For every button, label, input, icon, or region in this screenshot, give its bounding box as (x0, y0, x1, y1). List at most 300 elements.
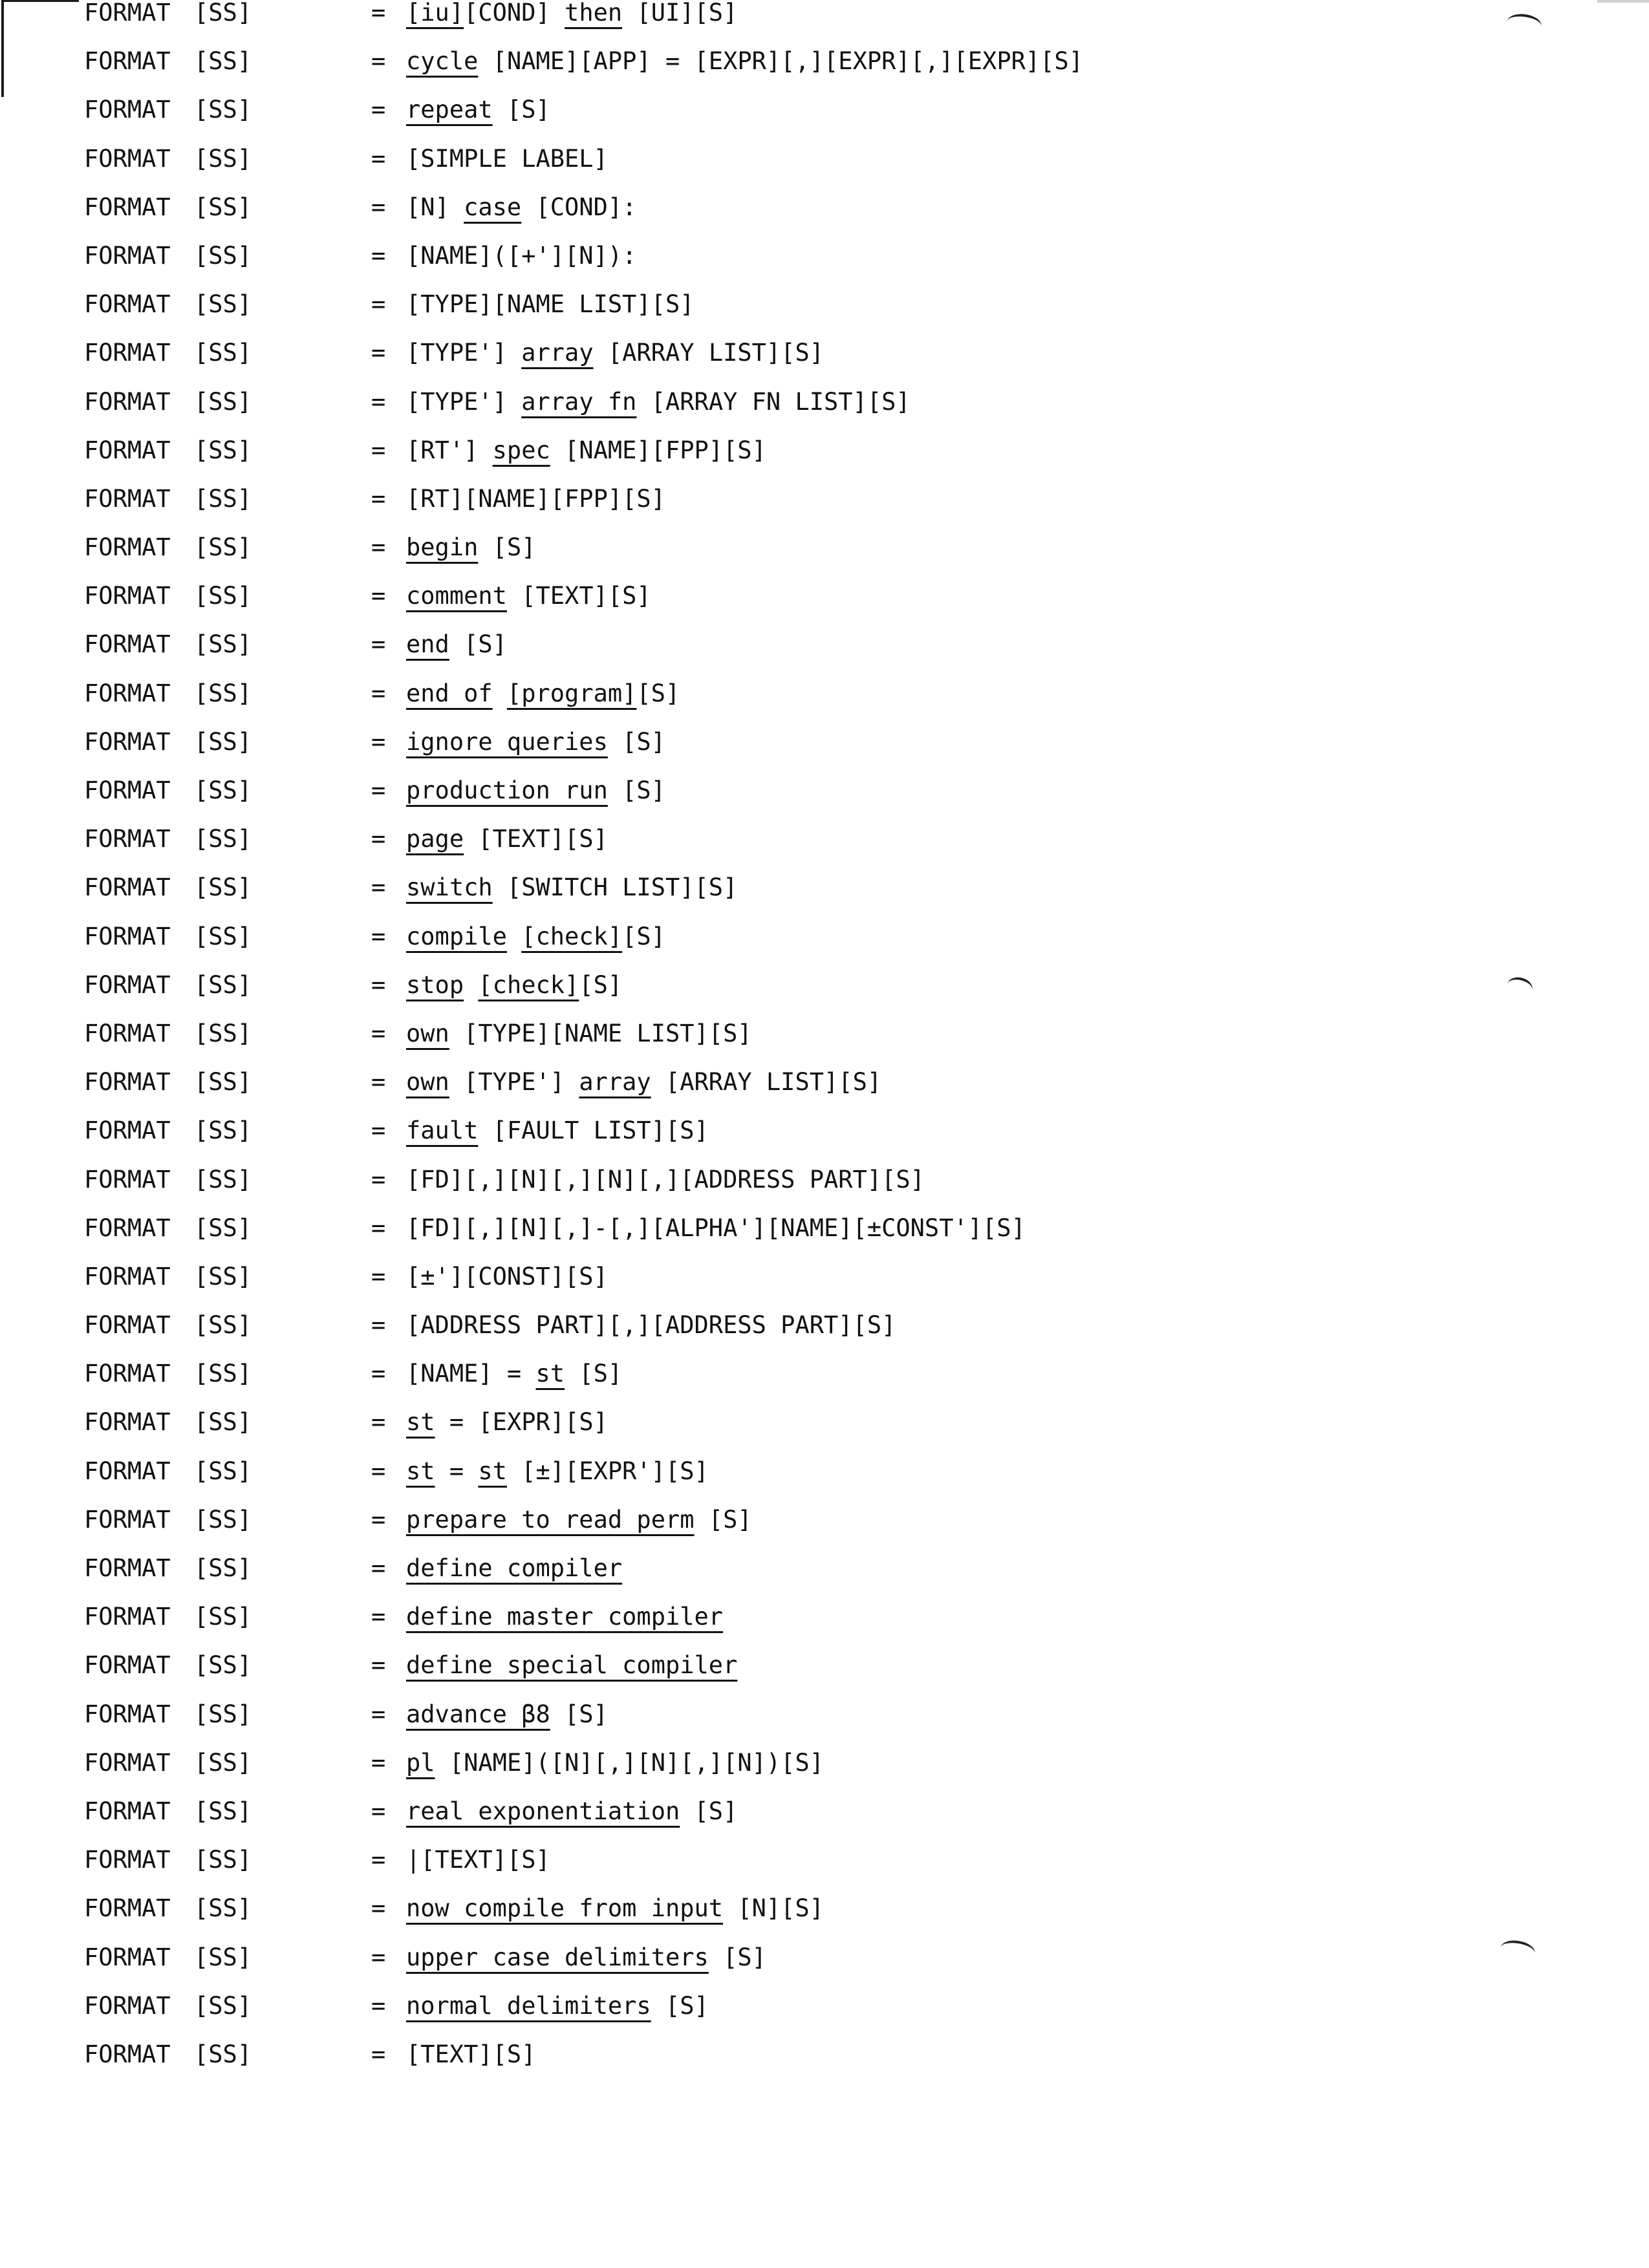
equals-sign: = (371, 1894, 386, 1923)
format-keyword: FORMAT (84, 1068, 171, 1097)
format-keyword: FORMAT (84, 0, 171, 27)
format-param: [SS] (194, 873, 252, 902)
format-definition (406, 1690, 608, 1738)
definition-text: [TYPE'] (406, 387, 522, 416)
definition-text: [NAME]([N][,][N][,][N])[S] (435, 1748, 824, 1777)
format-definition (406, 1058, 881, 1106)
definition-text: [TEXT][S] (406, 2040, 536, 2068)
format-keyword: FORMAT (84, 2040, 171, 2068)
format-keyword: FORMAT (84, 1457, 171, 1485)
format-definition (406, 1447, 709, 1495)
format-line (84, 231, 1507, 280)
format-param: [SS] (194, 241, 252, 270)
underlined-keyword: [check] (521, 922, 623, 950)
format-line (84, 1592, 1507, 1641)
definition-text: [SIMPLE LABEL] (406, 144, 608, 173)
format-definition (406, 1495, 752, 1544)
format-param: [SS] (194, 193, 252, 221)
format-definition (406, 475, 665, 523)
format-line (84, 863, 1507, 912)
underlined-keyword: advance β8 (406, 1700, 550, 1728)
equals-sign: = (371, 1651, 386, 1680)
format-param: [SS] (194, 1894, 252, 1923)
format-definition (406, 0, 737, 37)
format-line (84, 1106, 1507, 1155)
underlined-keyword: spec (492, 436, 550, 464)
equals-sign: = (371, 1943, 386, 1971)
format-keyword: FORMAT (84, 970, 171, 999)
format-definition (406, 37, 1083, 85)
format-definition (406, 328, 824, 377)
underlined-keyword: st (535, 1360, 565, 1388)
format-definition (406, 85, 550, 134)
definition-text: = [EXPR][S] (435, 1408, 608, 1437)
underlined-keyword: repeat (406, 96, 493, 124)
format-keyword: FORMAT (84, 1797, 171, 1825)
format-keyword: FORMAT (84, 1117, 171, 1145)
definition-text: [TEXT][S] (464, 825, 608, 853)
underlined-keyword: [check] (478, 970, 579, 999)
definition-text: [NAME] = (406, 1360, 536, 1388)
equals-sign: = (371, 1019, 386, 1047)
definition-text: [COND] (464, 0, 565, 27)
format-keyword: FORMAT (84, 1019, 171, 1047)
equals-sign: = (371, 47, 386, 76)
equals-sign: = (371, 290, 386, 319)
underlined-keyword: array (579, 1068, 651, 1097)
equals-sign: = (371, 144, 386, 173)
equals-sign: = (371, 1068, 386, 1097)
definition-text: [N][S] (723, 1894, 824, 1923)
format-listing (84, 0, 1507, 2079)
format-param: [SS] (194, 0, 252, 27)
format-param: [SS] (194, 1165, 252, 1193)
format-param: [SS] (194, 144, 252, 173)
equals-sign: = (371, 1165, 386, 1193)
format-definition (406, 912, 665, 961)
format-param: [SS] (194, 970, 252, 999)
format-param: [SS] (194, 1311, 252, 1340)
format-param: [SS] (194, 1651, 252, 1680)
underlined-keyword: upper case delimiters (406, 1943, 709, 1971)
definition-text: [FD][,][N][,]-[,][ALPHA'][NAME][±CONST'][S] (406, 1214, 1026, 1242)
equals-sign: = (371, 825, 386, 853)
format-definition (406, 620, 507, 669)
underlined-keyword: array fn (521, 387, 637, 416)
format-definition (406, 863, 737, 912)
definition-text (464, 971, 478, 999)
format-param: [SS] (194, 1797, 252, 1825)
format-param: [SS] (194, 825, 252, 853)
underlined-keyword: cycle (406, 47, 479, 76)
format-keyword: FORMAT (84, 1748, 171, 1777)
equals-sign: = (371, 1505, 386, 1534)
definition-text: [S] (607, 776, 665, 804)
definition-text: [S] (636, 679, 680, 707)
format-line (84, 0, 1507, 37)
definition-text: [TYPE][NAME LIST][S] (406, 290, 695, 319)
format-definition (406, 2030, 535, 2079)
format-param: [SS] (194, 533, 252, 562)
underlined-keyword: define compiler (406, 1554, 623, 1582)
format-definition (406, 1398, 608, 1446)
equals-sign: = (371, 582, 386, 610)
underlined-keyword: production run (406, 776, 608, 804)
format-keyword: FORMAT (84, 241, 171, 270)
format-param: [SS] (194, 1505, 252, 1534)
format-keyword: FORMAT (84, 825, 171, 853)
format-param: [SS] (194, 436, 252, 464)
format-param: [SS] (194, 922, 252, 950)
equals-sign: = (371, 1554, 386, 1582)
format-definition (406, 1738, 824, 1787)
format-line (84, 1058, 1507, 1106)
definition-text: [TEXT][S] (506, 582, 651, 610)
format-definition (406, 1787, 737, 1835)
definition-text: [±][EXPR'][S] (506, 1457, 709, 1485)
equals-sign: = (371, 1360, 386, 1388)
format-param: [SS] (194, 2040, 252, 2068)
format-keyword: FORMAT (84, 776, 171, 804)
format-keyword: FORMAT (84, 339, 171, 367)
format-definition (406, 1204, 1026, 1252)
equals-sign: = (371, 1797, 386, 1825)
equals-sign: = (371, 873, 386, 902)
format-definition (406, 426, 766, 475)
format-keyword: FORMAT (84, 1360, 171, 1388)
underlined-keyword: end of (406, 679, 493, 707)
equals-sign: = (371, 0, 386, 27)
format-keyword: FORMAT (84, 484, 171, 513)
underlined-keyword: begin (406, 533, 479, 562)
format-line (84, 1495, 1507, 1544)
format-param: [SS] (194, 1846, 252, 1874)
format-line (84, 37, 1507, 85)
definition-text: [S] (565, 1360, 623, 1388)
definition-text: [S] (622, 922, 665, 950)
format-param: [SS] (194, 1214, 252, 1242)
scan-mark (1505, 12, 1543, 36)
definition-text: [S] (478, 533, 536, 562)
equals-sign: = (371, 436, 386, 464)
underlined-keyword: [iu] (406, 0, 464, 27)
format-param: [SS] (194, 1408, 252, 1437)
equals-sign: = (371, 1700, 386, 1728)
format-keyword: FORMAT (84, 1311, 171, 1340)
format-keyword: FORMAT (84, 436, 171, 464)
format-keyword: FORMAT (84, 144, 171, 173)
underlined-keyword: compile (406, 922, 507, 950)
definition-text: [NAME][APP] = [EXPR][,][EXPR][,][EXPR][S] (478, 47, 1083, 76)
format-line (84, 1204, 1507, 1252)
definition-text: [S] (550, 1700, 608, 1728)
format-param: [SS] (194, 290, 252, 319)
format-definition (406, 815, 608, 863)
definition-text: [FAULT LIST][S] (478, 1117, 709, 1145)
definition-text: [S] (607, 727, 665, 756)
format-line (84, 1252, 1507, 1301)
underlined-keyword: page (406, 825, 464, 853)
format-line (84, 1544, 1507, 1592)
format-line (84, 475, 1507, 523)
format-definition (406, 1252, 608, 1301)
definition-text: [RT'] (406, 436, 493, 464)
format-line (84, 1982, 1507, 2030)
format-param: [SS] (194, 1068, 252, 1097)
format-line (84, 766, 1507, 815)
format-param: [SS] (194, 679, 252, 707)
format-keyword: FORMAT (84, 47, 171, 76)
scan-mark (1505, 975, 1535, 1000)
definition-text: [TYPE][NAME LIST][S] (449, 1019, 752, 1047)
format-line (84, 1447, 1507, 1495)
format-param: [SS] (194, 630, 252, 659)
format-definition (406, 1155, 925, 1204)
format-line (84, 183, 1507, 231)
definition-text: [NAME][FPP][S] (550, 436, 766, 464)
definition-text: [S] (449, 630, 507, 659)
format-param: [SS] (194, 1943, 252, 1971)
definition-text: [ADDRESS PART][,][ADDRESS PART][S] (406, 1311, 896, 1340)
format-line (84, 1349, 1507, 1398)
format-param: [SS] (194, 1991, 252, 2020)
format-param: [SS] (194, 387, 252, 416)
format-keyword: FORMAT (84, 630, 171, 659)
format-line (84, 1009, 1507, 1058)
format-line (84, 1787, 1507, 1835)
underlined-keyword: st (406, 1457, 435, 1485)
equals-sign: = (371, 339, 386, 367)
format-keyword: FORMAT (84, 1554, 171, 1582)
underlined-keyword: define master compiler (406, 1603, 724, 1631)
equals-sign: = (371, 1748, 386, 1777)
format-line (84, 1398, 1507, 1446)
format-definition (406, 1982, 709, 2030)
equals-sign: = (371, 1408, 386, 1437)
format-param: [SS] (194, 1748, 252, 1777)
underlined-keyword: stop (406, 970, 464, 999)
format-keyword: FORMAT (84, 679, 171, 707)
definition-text: [ARRAY LIST][S] (651, 1068, 882, 1097)
equals-sign: = (371, 387, 386, 416)
format-definition (406, 718, 665, 766)
format-definition (406, 523, 536, 572)
definition-text: [COND]: (521, 193, 637, 221)
equals-sign: = (371, 241, 386, 270)
format-line (84, 718, 1507, 766)
format-line (84, 669, 1507, 718)
format-definition (406, 1301, 896, 1349)
definition-text: [ARRAY LIST][S] (593, 339, 824, 367)
format-keyword: FORMAT (84, 1165, 171, 1193)
page-edge-line (1597, 0, 1649, 3)
format-definition (406, 280, 695, 328)
format-definition (406, 1884, 824, 1932)
format-keyword: FORMAT (84, 922, 171, 950)
equals-sign: = (371, 1846, 386, 1874)
format-line (84, 620, 1507, 669)
format-keyword: FORMAT (84, 96, 171, 124)
format-line (84, 1738, 1507, 1787)
format-definition (406, 1009, 752, 1058)
definition-text: [S] (651, 1991, 709, 2020)
underlined-keyword: ignore queries (406, 727, 608, 756)
definition-text: [TYPE'] (449, 1068, 579, 1097)
equals-sign: = (371, 1603, 386, 1631)
definition-text: [FD][,][N][,][N][,][ADDRESS PART][S] (406, 1165, 925, 1193)
format-line (84, 1690, 1507, 1738)
format-keyword: FORMAT (84, 290, 171, 319)
format-line (84, 1155, 1507, 1204)
format-line (84, 378, 1507, 426)
format-definition (406, 1933, 766, 1982)
definition-text (493, 679, 507, 707)
definition-text: [S] (680, 1797, 738, 1825)
definition-text: [±'][CONST][S] (406, 1262, 608, 1290)
equals-sign: = (371, 193, 386, 221)
format-keyword: FORMAT (84, 193, 171, 221)
format-line (84, 2030, 1507, 2079)
format-definition (406, 1592, 723, 1641)
definition-text: |[TEXT][S] (406, 1846, 550, 1874)
equals-sign: = (371, 727, 386, 756)
equals-sign: = (371, 630, 386, 659)
page-edge-tick (1, 0, 79, 2)
format-definition (406, 1835, 550, 1884)
definition-text: [UI][S] (622, 0, 738, 27)
format-keyword: FORMAT (84, 1943, 171, 1971)
format-line (84, 1301, 1507, 1349)
format-keyword: FORMAT (84, 1262, 171, 1290)
format-line (84, 426, 1507, 475)
format-keyword: FORMAT (84, 1603, 171, 1631)
definition-text: [N] (406, 193, 464, 221)
format-line (84, 961, 1507, 1009)
definition-text: [ARRAY FN LIST][S] (636, 387, 911, 416)
format-definition (406, 1349, 622, 1398)
format-line (84, 815, 1507, 863)
format-param: [SS] (194, 582, 252, 610)
underlined-keyword: own (406, 1068, 449, 1097)
underlined-keyword: end (406, 630, 449, 659)
definition-text: = (435, 1457, 479, 1485)
underlined-keyword: case (464, 193, 522, 221)
format-line (84, 280, 1507, 328)
format-definition (406, 766, 665, 815)
definition-text: [SWITCH LIST][S] (492, 873, 738, 902)
underlined-keyword: pl (406, 1748, 435, 1777)
equals-sign: = (371, 679, 386, 707)
underlined-keyword: st (406, 1408, 435, 1437)
equals-sign: = (371, 484, 386, 513)
format-line (84, 912, 1507, 961)
underlined-keyword: fault (406, 1117, 479, 1145)
format-definition (406, 183, 636, 231)
equals-sign: = (371, 1457, 386, 1485)
definition-text: [NAME]([+'][N]): (406, 241, 637, 270)
format-definition (406, 1544, 622, 1592)
definition-text: [RT][NAME][FPP][S] (406, 484, 665, 513)
format-definition (406, 669, 680, 718)
format-keyword: FORMAT (84, 1651, 171, 1680)
format-param: [SS] (194, 1360, 252, 1388)
format-line (84, 523, 1507, 572)
format-definition (406, 1106, 709, 1155)
format-line (84, 572, 1507, 620)
format-keyword: FORMAT (84, 727, 171, 756)
format-line (84, 1641, 1507, 1689)
format-definition (406, 961, 622, 1009)
underlined-keyword: define special compiler (406, 1651, 738, 1680)
format-param: [SS] (194, 47, 252, 76)
format-keyword: FORMAT (84, 1700, 171, 1728)
format-definition (406, 231, 636, 280)
definition-text: [TYPE'] (406, 339, 522, 367)
format-keyword: FORMAT (84, 873, 171, 902)
format-keyword: FORMAT (84, 1408, 171, 1437)
format-param: [SS] (194, 96, 252, 124)
underlined-keyword: [program] (506, 679, 637, 707)
equals-sign: = (371, 1311, 386, 1340)
page-edge-mark (1, 0, 4, 97)
equals-sign: = (371, 533, 386, 562)
format-definition (406, 378, 911, 426)
format-definition (406, 572, 651, 620)
equals-sign: = (371, 1214, 386, 1242)
format-keyword: FORMAT (84, 582, 171, 610)
underlined-keyword: normal delimiters (406, 1991, 651, 2020)
underlined-keyword: own (406, 1019, 449, 1047)
equals-sign: = (371, 922, 386, 950)
underlined-keyword: array (521, 339, 594, 367)
equals-sign: = (371, 96, 386, 124)
definition-text: [S] (694, 1505, 752, 1534)
equals-sign: = (371, 776, 386, 804)
format-param: [SS] (194, 1262, 252, 1290)
underlined-keyword: comment (406, 582, 507, 610)
format-keyword: FORMAT (84, 1214, 171, 1242)
equals-sign: = (371, 1117, 386, 1145)
format-param: [SS] (194, 484, 252, 513)
format-line (84, 134, 1507, 183)
underlined-keyword: then (565, 0, 623, 27)
format-param: [SS] (194, 1117, 252, 1145)
definition-text: [S] (579, 970, 623, 999)
format-keyword: FORMAT (84, 1991, 171, 2020)
underlined-keyword: prepare to read perm (406, 1505, 695, 1534)
format-param: [SS] (194, 1457, 252, 1485)
format-param: [SS] (194, 1554, 252, 1582)
equals-sign: = (371, 970, 386, 999)
format-keyword: FORMAT (84, 533, 171, 562)
format-param: [SS] (194, 1019, 252, 1047)
format-line (84, 1884, 1507, 1932)
format-keyword: FORMAT (84, 1894, 171, 1923)
format-line (84, 1933, 1507, 1982)
format-param: [SS] (194, 727, 252, 756)
underlined-keyword: st (478, 1457, 507, 1485)
format-param: [SS] (194, 339, 252, 367)
underlined-keyword: now compile from input (406, 1894, 724, 1923)
format-line (84, 85, 1507, 134)
format-definition (406, 134, 608, 183)
definition-text: [S] (708, 1943, 766, 1971)
equals-sign: = (371, 1991, 386, 2020)
format-keyword: FORMAT (84, 1505, 171, 1534)
underlined-keyword: real exponentiation (406, 1797, 680, 1825)
format-line (84, 1835, 1507, 1884)
underlined-keyword: switch (406, 873, 493, 902)
